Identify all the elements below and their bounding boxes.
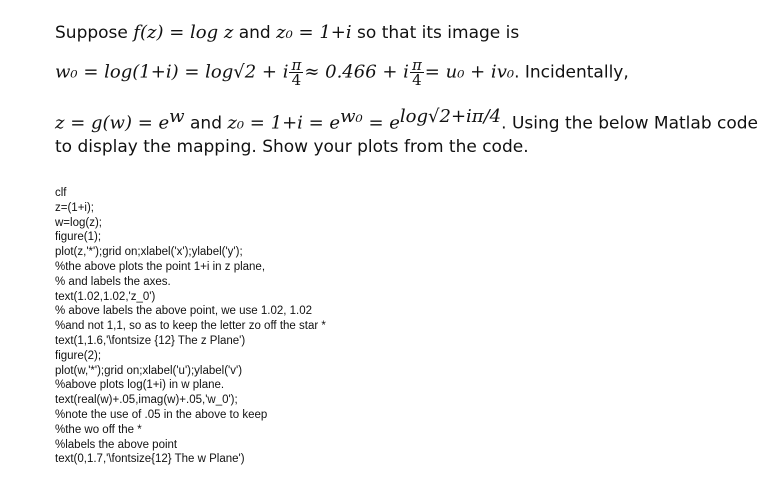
math-u0-iv0: = u₀ + iv₀ [424,61,515,83]
text-suppose: Suppose [55,23,134,43]
fraction-pi-over-4-b: $\frac{\pi}{4}$ [411,56,422,89]
text-and-2: and [184,113,228,134]
code-line: %the above plots the point 1+i in z plane, [55,260,266,273]
problem-line-3 [55,106,758,135]
code-line: %note the use of .05 in the above to keep [55,408,268,421]
math-z-equals-gw: z = g(w) = e [55,112,170,134]
text-and-1: and [233,23,277,43]
text-image: so that its image is [351,23,520,43]
code-line: %above plots log(1+i) in w plane. [55,379,225,392]
code-line: % and labels the axes. [55,275,171,288]
math-z0: z₀ = 1+i [276,22,352,43]
math-w0-log: w₀ = log(1+i) = log√2 + i [55,61,289,83]
matlab-code-block [55,186,326,467]
math-f-of-z: f(z) = log z [133,22,234,43]
code-line: plot(z,'*');grid on;xlabel('x');ylabel('y'); [55,246,243,259]
problem-line-1 [55,22,519,44]
math-z0-exp: z₀ = 1+i = e [227,112,341,134]
code-line: text(0,1.7,'\fontsize{12} The w Plane') [55,453,245,466]
math-eq-e: = e [362,112,400,134]
code-line: w=log(z); [55,216,102,229]
math-sup-w0: w₀ [340,106,363,127]
code-line: z=(1+i); [55,201,94,214]
text-matlab: . Using the below Matlab code [501,113,758,134]
code-line: figure(1); [55,231,102,244]
code-line: %labels the above point [55,438,178,451]
code-line: text(1,1.6,'\fontsize {12} The z Plane') [55,334,246,347]
code-line: %the wo off the * [55,423,142,436]
code-line: text(1.02,1.02,'z_0') [55,290,156,303]
math-approx: ≈ 0.466 + i [304,61,409,83]
problem-line-2 [55,58,629,87]
text-incidentally: . Incidentally, [514,62,629,83]
fraction-pi-over-4-a: $\frac{\pi}{4}$ [291,56,302,89]
code-line: text(real(w)+.05,imag(w)+.05,'w_0'); [55,394,238,407]
code-line: clf [55,187,67,199]
code-line: % above labels the above point, we use 1.02, 1.02 [55,305,313,318]
math-sup-w: w [169,106,185,127]
code-line: %and not 1,1, so as to keep the letter zo off the star * [55,320,326,333]
math-sup-log: log√2+iπ/4 [399,106,502,127]
problem-line-4 [55,136,529,158]
code-line: figure(2); [55,349,102,362]
code-line: plot(w,'*');grid on;xlabel('u');ylabel('v') [55,364,243,377]
text-display-mapping: to display the mapping. Show your plots from the code. [55,137,529,157]
